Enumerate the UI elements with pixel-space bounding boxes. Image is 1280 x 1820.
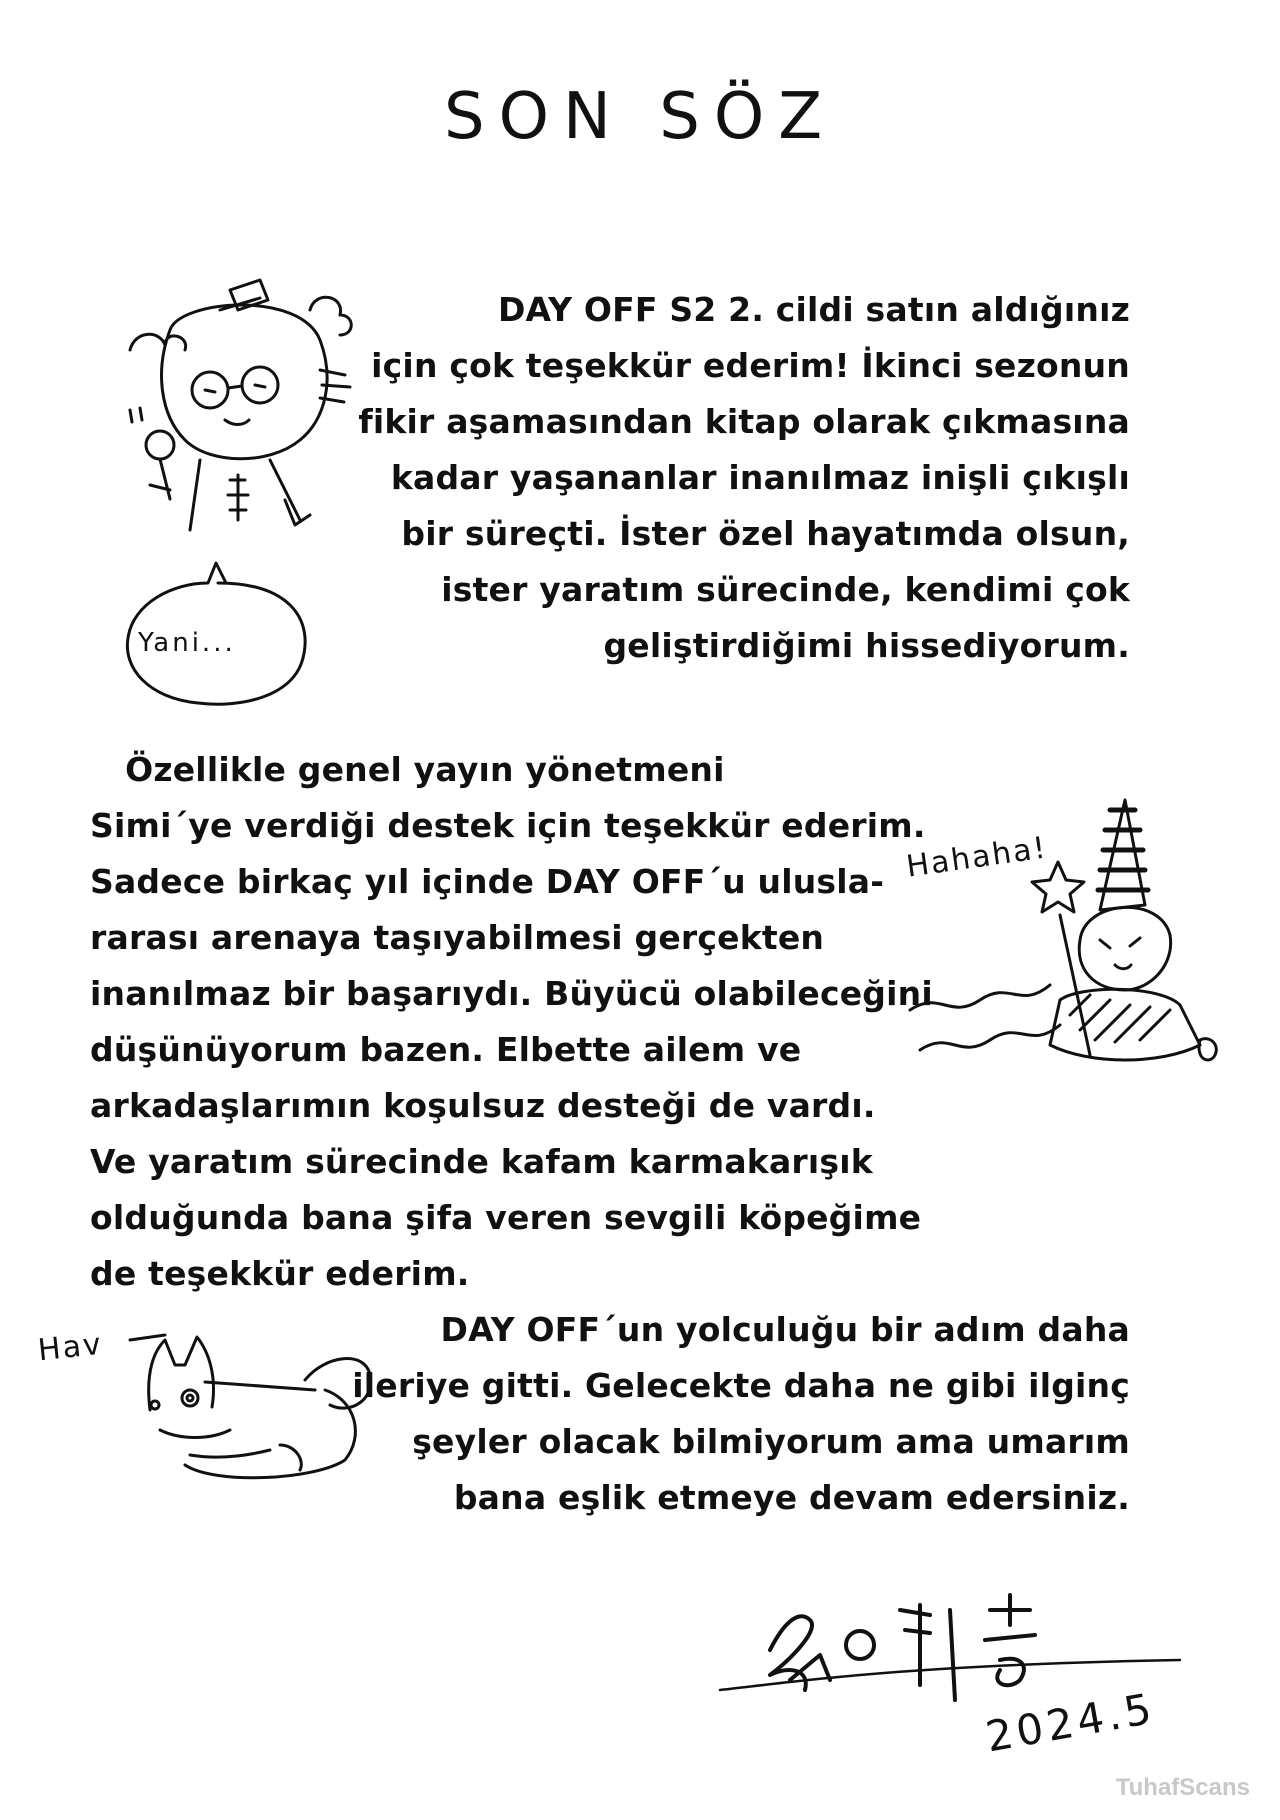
text-line: ileriye gitti. Gelecekte daha ne gibi ilginç — [352, 1366, 1130, 1405]
author-portrait-doodle — [110, 270, 370, 570]
scanlator-watermark: TuhafScans — [1115, 1774, 1250, 1801]
wizard-doodle — [900, 800, 1240, 1080]
dog-bark-text: Hav — [36, 1326, 105, 1369]
text-line: Özellikle genel yayın yönetmeni — [90, 750, 725, 789]
text-line: bir süreçti. İster özel hayatımda olsun, — [401, 514, 1130, 553]
paragraph-thanks — [90, 742, 933, 1302]
text-line: için çok teşekkür ederim! İkinci sezonun — [371, 346, 1130, 385]
dog-doodle — [110, 1320, 390, 1480]
text-line: fikir aşamasından kitap olarak çıkmasına — [358, 402, 1130, 441]
text-line: de teşekkür ederim. — [90, 1254, 470, 1293]
wizard-laugh-text: Hahaha! — [904, 830, 1050, 885]
signature-date: 2024.5 — [982, 1683, 1159, 1762]
text-line: Simi´ye verdiği destek için teşekkür ederim. — [90, 806, 926, 845]
text-line: Sadece birkaç yıl içinde DAY OFF´u ulusla- — [90, 862, 885, 901]
text-line: düşünüyorum bazen. Elbette ailem ve — [90, 1030, 802, 1069]
text-line: olduğunda bana şifa veren sevgili köpeğime — [90, 1198, 922, 1237]
speech-bubble-text: Yani... — [138, 628, 236, 658]
text-line: DAY OFF S2 2. cildi satın aldığınız — [497, 290, 1130, 329]
paragraph-closing — [352, 1302, 1130, 1526]
text-line: DAY OFF´un yolculuğu bir adım daha — [440, 1310, 1130, 1349]
text-line: kadar yaşananlar inanılmaz inişli çıkışlı — [390, 458, 1130, 497]
text-line: ister yaratım sürecinde, kendimi çok — [441, 570, 1130, 609]
text-line: geliştirdiğimi hissediyorum. — [603, 626, 1130, 665]
page-title: SON SÖZ — [443, 80, 837, 154]
text-line: bana eşlik etmeye devam edersiniz. — [453, 1478, 1130, 1517]
text-line: şeyler olacak bilmiyorum ama umarım — [412, 1422, 1130, 1461]
text-line: arkadaşlarımın koşulsuz desteği de vardı. — [90, 1086, 876, 1125]
text-line: Ve yaratım sürecinde kafam karmakarışık — [90, 1142, 873, 1181]
paragraph-intro — [358, 282, 1130, 674]
text-line: rarası arenaya taşıyabilmesi gerçekten — [90, 918, 825, 957]
text-line: inanılmaz bir başarıydı. Büyücü olabileceğini — [90, 974, 933, 1013]
